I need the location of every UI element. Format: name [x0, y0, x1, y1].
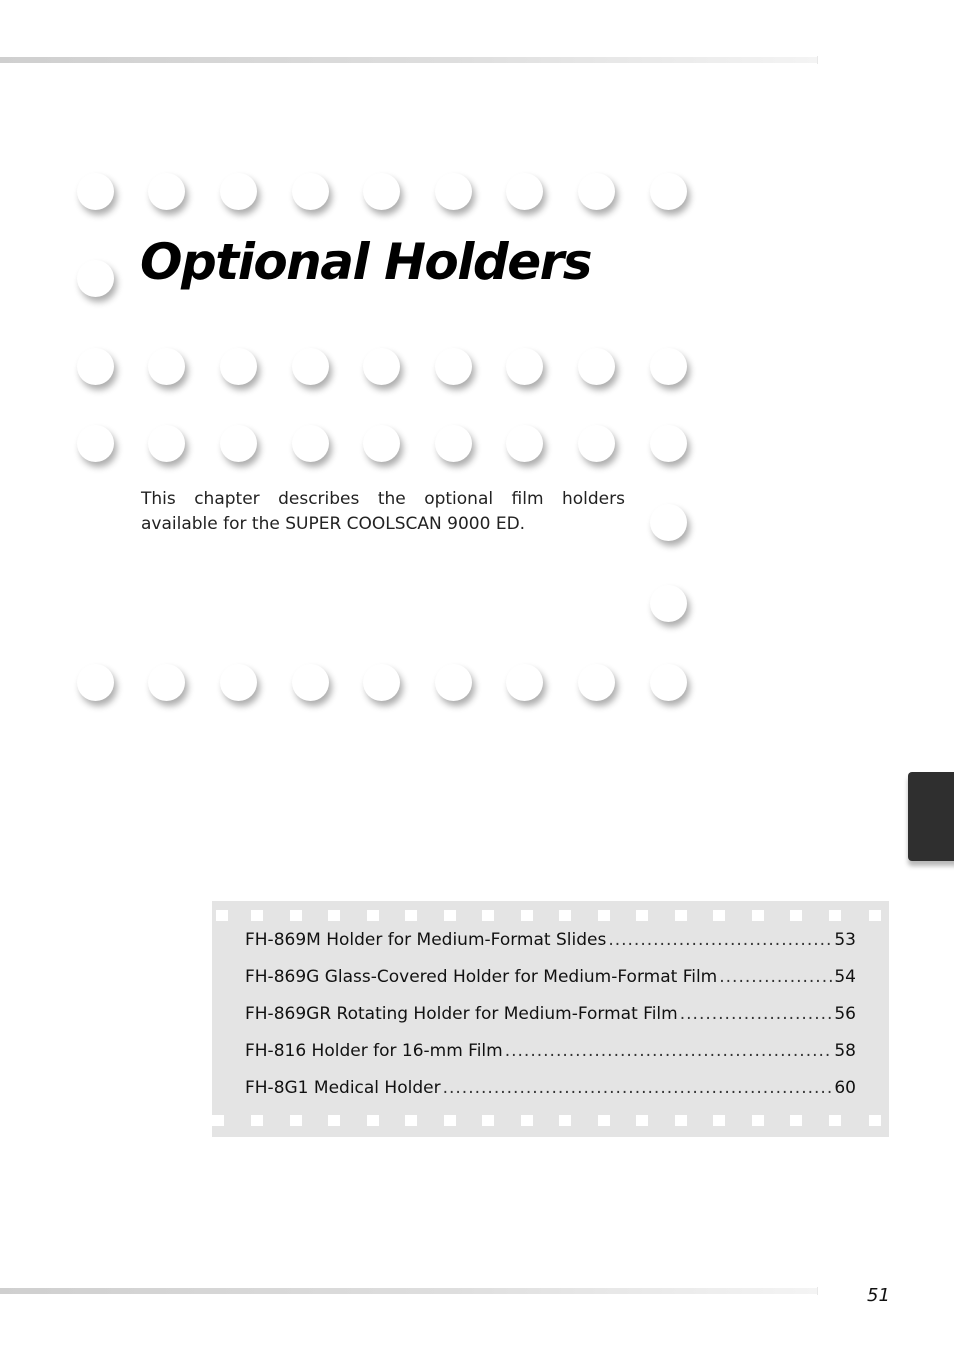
perforation: [444, 1115, 456, 1126]
toc-leader-dots: [680, 1004, 833, 1024]
decor-dot: [77, 348, 114, 385]
toc-list: [245, 930, 856, 1115]
decor-dot: [363, 664, 400, 701]
perforation: [367, 910, 379, 921]
toc-item-page: 56: [834, 1004, 856, 1024]
decor-dot: [148, 664, 185, 701]
header-rule: [0, 57, 818, 63]
perforation: [290, 910, 302, 921]
perforation: [636, 1115, 648, 1126]
toc-item-page: 58: [834, 1041, 856, 1061]
decor-dot: [77, 260, 114, 297]
decor-dot: [363, 425, 400, 462]
decor-dot: [435, 425, 472, 462]
perforation: [216, 910, 228, 921]
page-number: 51: [867, 1285, 890, 1306]
decor-dot: [148, 348, 185, 385]
perforation: [713, 910, 725, 921]
decor-dot: [435, 173, 472, 210]
perforation: [559, 910, 571, 921]
decor-dot: [578, 348, 615, 385]
perforation: [598, 910, 610, 921]
decor-dot: [220, 348, 257, 385]
decor-dot: [506, 425, 543, 462]
perforation: [675, 1115, 687, 1126]
perforation: [482, 1115, 494, 1126]
toc-item-label: FH-869GR Rotating Holder for Medium-Format Film: [245, 1004, 678, 1024]
header-rule-tick: [817, 56, 818, 64]
footer-rule: [0, 1288, 818, 1294]
decor-dot: [292, 664, 329, 701]
toc-item-page: 60: [834, 1078, 856, 1098]
decor-dot: [435, 664, 472, 701]
decor-dot: [506, 664, 543, 701]
toc-item[interactable]: [245, 967, 856, 1004]
perforation: [251, 910, 263, 921]
perforation: [598, 1115, 610, 1126]
perforation: [405, 910, 417, 921]
decor-dot: [220, 173, 257, 210]
page-title: Optional Holders: [140, 233, 592, 291]
perforation: [482, 910, 494, 921]
toc-leader-dots: [719, 967, 832, 987]
toc-box: [212, 901, 889, 1137]
perforation: [869, 910, 881, 921]
decor-dot: [650, 585, 687, 622]
perforation: [829, 910, 841, 921]
perforation: [675, 910, 687, 921]
decor-dot: [578, 664, 615, 701]
chapter-intro: This chapter describes the optional film holders available for the SUPER COOLSCAN 9000 ED.: [141, 489, 625, 534]
decor-dot: [506, 173, 543, 210]
perforation: [869, 1115, 881, 1126]
perforation: [559, 1115, 571, 1126]
decor-dot: [220, 425, 257, 462]
toc-item-label: FH-869M Holder for Medium-Format Slides: [245, 930, 607, 950]
toc-item-label: FH-816 Holder for 16-mm Film: [245, 1041, 503, 1061]
decor-dot: [77, 425, 114, 462]
perforation: [367, 1115, 379, 1126]
decor-dot: [650, 425, 687, 462]
perforation: [405, 1115, 417, 1126]
toc-leader-dots: [505, 1041, 833, 1061]
toc-item-page: 53: [834, 930, 856, 950]
decor-dot: [650, 504, 687, 541]
decor-dot: [650, 173, 687, 210]
perforation: [713, 1115, 725, 1126]
toc-item[interactable]: [245, 1004, 856, 1041]
decor-dot: [77, 664, 114, 701]
decor-dot: [292, 425, 329, 462]
decor-dot: [148, 425, 185, 462]
decor-dot: [292, 173, 329, 210]
toc-item-label: FH-869G Glass-Covered Holder for Medium-Format Film: [245, 967, 718, 987]
perforation: [752, 910, 764, 921]
toc-item-page: 54: [834, 967, 856, 987]
toc-item[interactable]: [245, 930, 856, 967]
perforation: [829, 1115, 841, 1126]
perforation: [790, 910, 802, 921]
toc-leader-dots: [443, 1078, 833, 1098]
perforation: [251, 1115, 263, 1126]
perforation: [752, 1115, 764, 1126]
perforation: [328, 1115, 340, 1126]
footer-rule-tick: [817, 1287, 818, 1295]
toc-leader-dots: [608, 930, 832, 950]
decor-dot: [650, 348, 687, 385]
toc-item[interactable]: [245, 1041, 856, 1078]
decor-dot: [220, 664, 257, 701]
chapter-tab: [908, 772, 954, 861]
decor-dot: [148, 173, 185, 210]
decor-dot: [435, 348, 472, 385]
toc-item-label: FH-8G1 Medical Holder: [245, 1078, 441, 1098]
decor-dot: [650, 664, 687, 701]
perforation: [328, 910, 340, 921]
decor-dot: [363, 173, 400, 210]
decor-dot: [506, 348, 543, 385]
decor-dot: [578, 425, 615, 462]
perforation: [444, 910, 456, 921]
decor-dot: [292, 348, 329, 385]
decor-dot: [578, 173, 615, 210]
perforation: [521, 1115, 533, 1126]
decor-dot: [363, 348, 400, 385]
perforation: [521, 910, 533, 921]
perforation: [212, 1115, 224, 1126]
perforation: [790, 1115, 802, 1126]
decor-dot: [77, 173, 114, 210]
perforation: [290, 1115, 302, 1126]
toc-item[interactable]: [245, 1078, 856, 1115]
perforation: [636, 910, 648, 921]
